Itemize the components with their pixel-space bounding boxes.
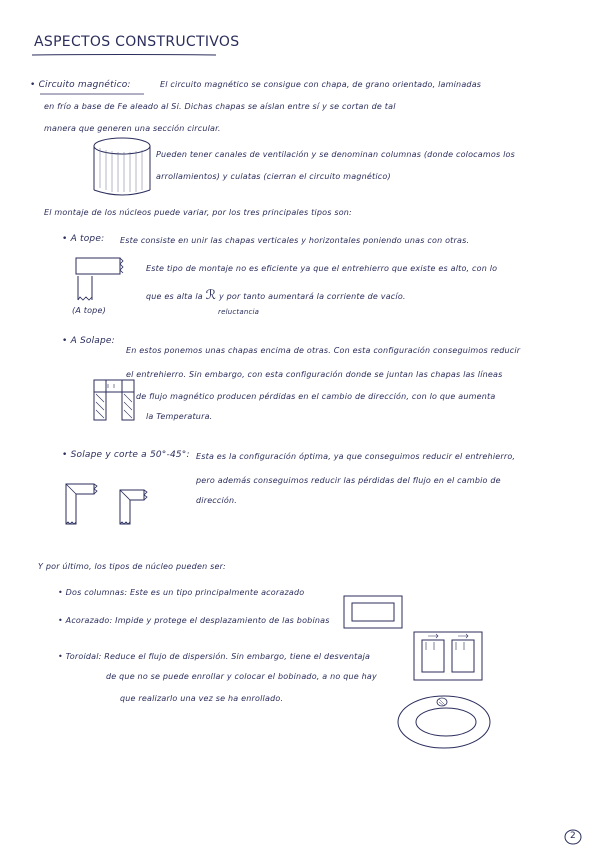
reluctance-symbol: ℛ <box>205 288 217 303</box>
a-tope-lead: • A tope: <box>62 234 105 244</box>
solape-corte-line-3: dirección. <box>196 496 238 505</box>
circuito-line-2: en frío a base de Fe aleado al Si. Dichas chapas se aíslan entre sí y se cortan de tal <box>44 102 396 111</box>
solape-corte-sketch <box>60 478 160 530</box>
a-tope-line-1: Este consiste en unir las chapas verticales y horizontales poniendo unas con otras. <box>120 236 470 245</box>
page-title: ASPECTOS CONSTRUCTIVOS <box>34 34 240 50</box>
a-solape-line-4: la Temperatura. <box>146 412 213 421</box>
a-solape-line-3: de flujo magnético producen pérdidas en el cambio de dirección, con lo que aumenta <box>136 392 496 401</box>
a-tope-line-2: Este tipo de montaje no es eficiente ya que el entrehierro que existe es alto, con lo <box>146 264 498 273</box>
circuito-underline <box>38 92 148 96</box>
a-solape-line-2: el entrehierro. Sin embargo, con esta configuración donde se juntan las chapas las líneas <box>126 370 503 379</box>
a-tope-line-3a-text: que es alta la <box>146 292 203 301</box>
toroidal-sketch <box>394 688 494 752</box>
solape-corte-lead: • Solape y corte a 50°-45°: <box>62 450 190 460</box>
montaje-intro: El montaje de los núcleos puede variar, por los tres principales tipos son: <box>44 208 352 217</box>
solape-corte-line-2: pero además conseguimos reducir las pérdidas del flujo en el cambio de <box>196 476 501 485</box>
a-solape-line-1: En estos ponemos unas chapas encima de otras. Con esta configuración conseguimos reducir <box>126 346 521 355</box>
canales-line-1: Pueden tener canales de ventilación y se denominan columnas (donde colocamos los <box>156 150 515 159</box>
a-tope-line-3b-text: y por tanto aumentará la corriente de vacío. <box>218 292 406 301</box>
tipo-toroidal-line-1: • Toroidal: Reduce el flujo de dispersión. Sin embargo, tiene el desventaja <box>58 652 371 661</box>
tipo-dos-columnas: • Dos columnas: Este es un tipo principalmente acorazado <box>58 588 305 597</box>
tipo-toroidal-line-2: de que no se puede enrollar y colocar el bobinado, a no que hay <box>106 672 377 681</box>
a-tope-sketch <box>72 254 128 304</box>
circuito-line-3: manera que generen una sección circular. <box>44 124 221 133</box>
tipos-intro: Y por último, los tipos de núcleo pueden ser: <box>38 562 226 571</box>
page-number: 2 <box>570 831 576 841</box>
solape-corte-line-1: Esta es la configuración óptima, ya que conseguimos reducir el entrehierro, <box>196 452 516 461</box>
circuito-line-1: El circuito magnético se consigue con chapa, de grano orientado, laminadas <box>160 80 482 89</box>
a-tope-caption: (A tope) <box>72 306 106 315</box>
reluctance-note: reluctancia <box>218 308 260 316</box>
acorazado-sketch <box>410 628 486 684</box>
title-underline <box>30 52 220 58</box>
dos-columnas-sketch <box>340 592 406 632</box>
circuito-lead: • Circuito magnético: <box>30 80 131 90</box>
tipo-acorazado: • Acorazado: Impide y protege el desplazamiento de las bobinas <box>58 616 330 625</box>
tipo-toroidal-line-3: que realizarlo una vez se ha enrollado. <box>120 694 284 703</box>
a-tope-line-3a <box>146 288 406 303</box>
canales-line-2: arrollamientos) y culatas (cierran el circuito magnético) <box>156 172 391 181</box>
a-solape-sketch <box>90 376 140 424</box>
core-cylinder-sketch <box>86 136 162 202</box>
a-solape-lead: • A Solape: <box>62 336 115 346</box>
